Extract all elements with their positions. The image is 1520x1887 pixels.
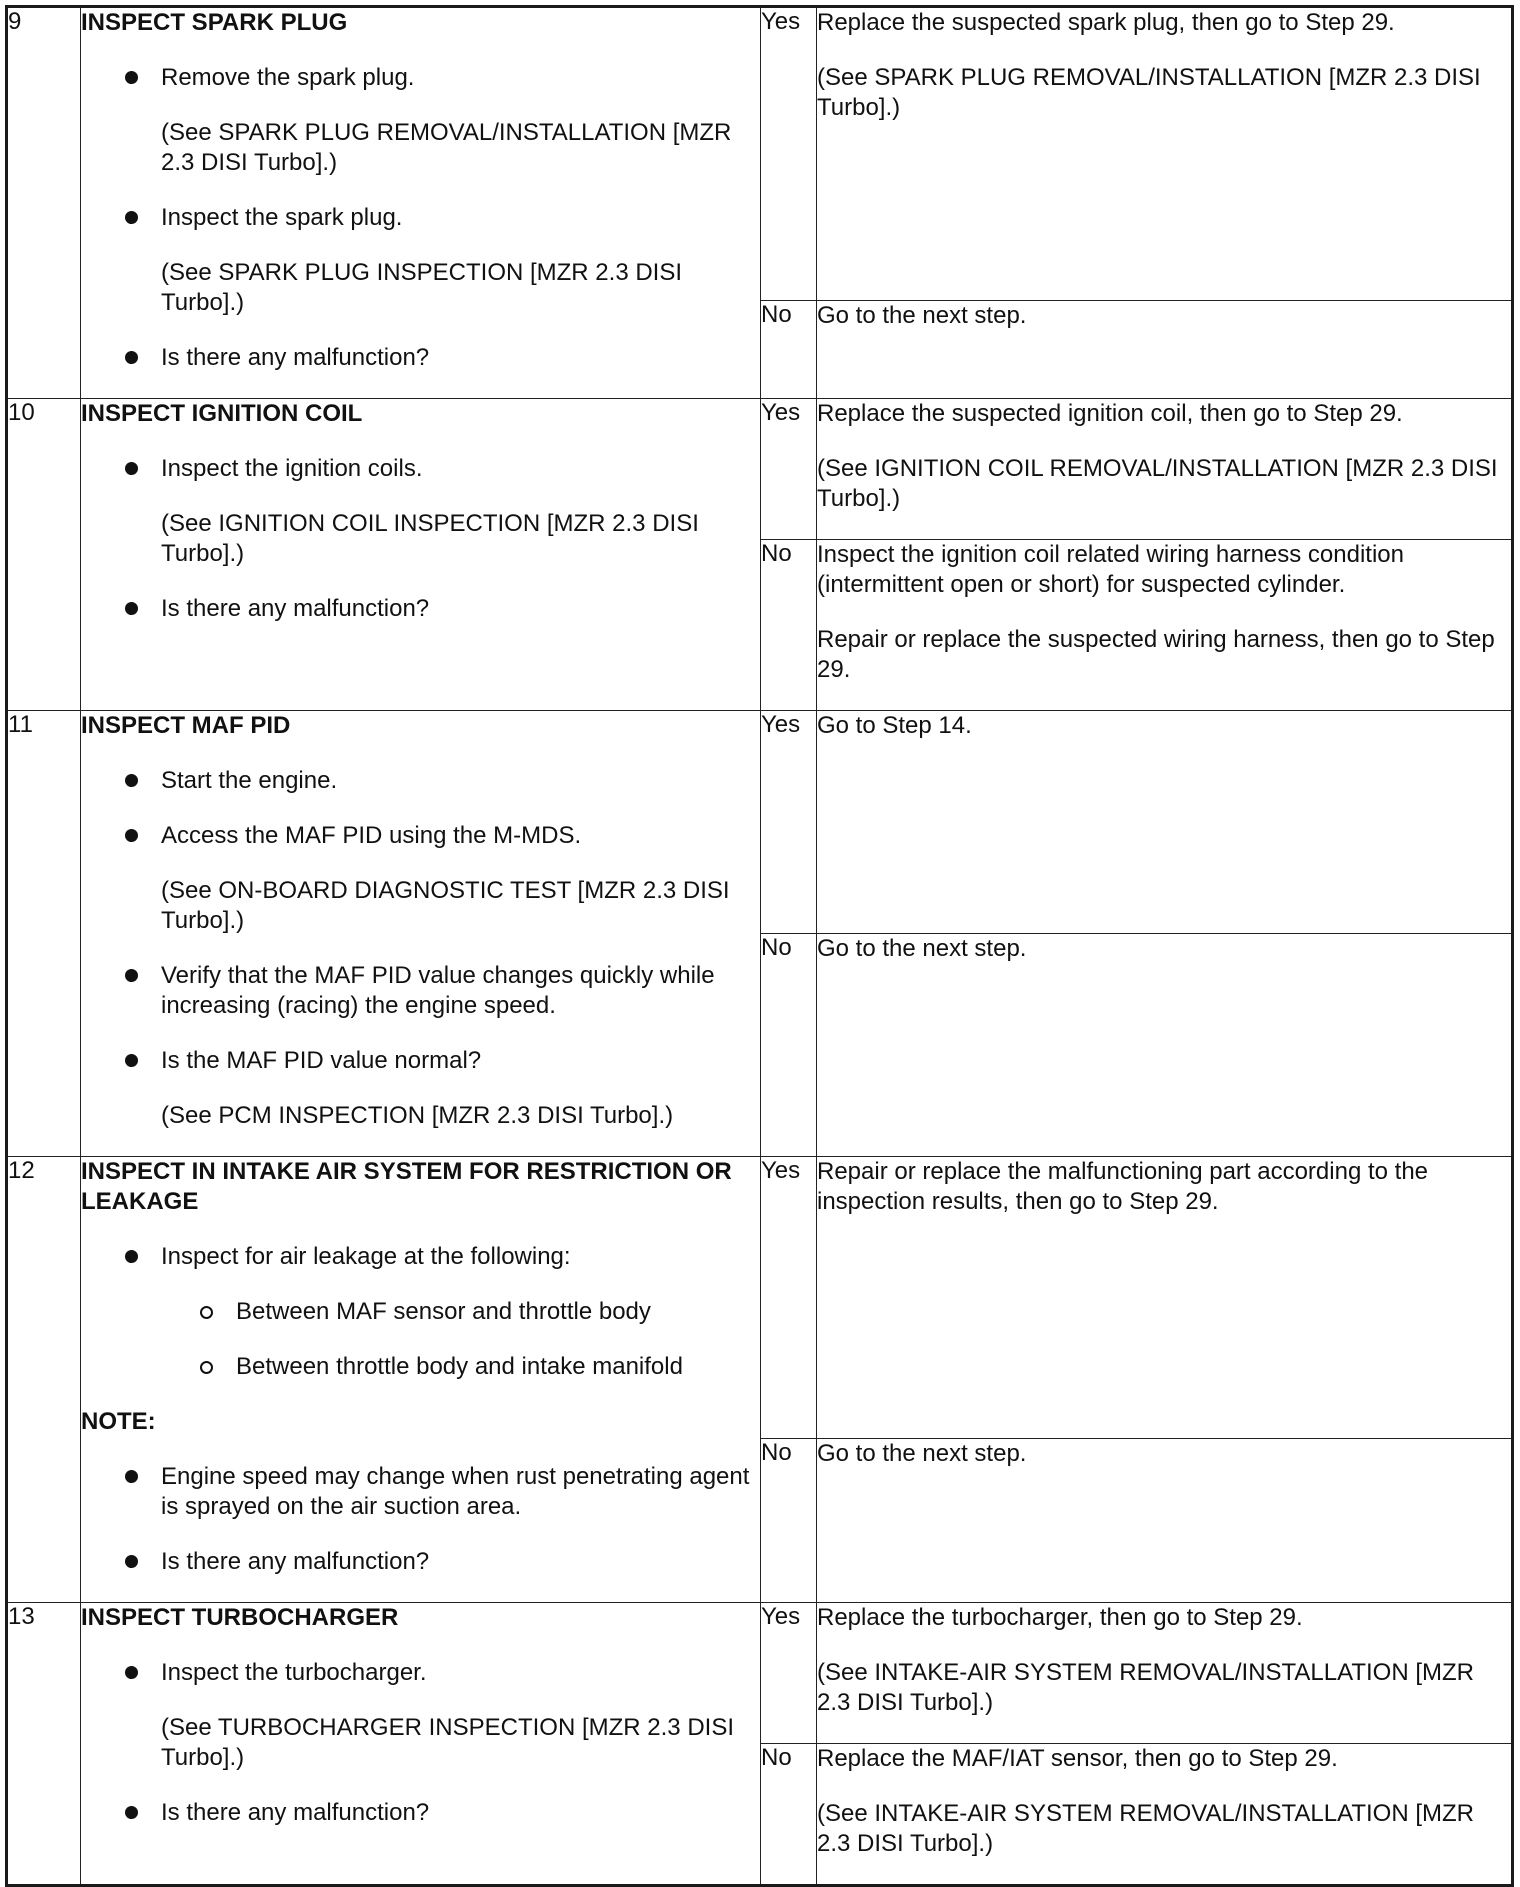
hollow-bullet-icon	[200, 1306, 213, 1319]
step-action	[81, 711, 761, 1157]
yes-label: Yes	[761, 1157, 817, 1439]
no-label: No	[761, 301, 817, 399]
bullet-item: Is there any malfunction?	[81, 1798, 760, 1828]
bullet-item: Inspect the ignition coils.	[81, 454, 760, 484]
bullet-item: Is the MAF PID value normal?	[81, 1046, 760, 1076]
step-11-yes-row	[7, 711, 1513, 934]
bullet-item: Inspect for air leakage at the following:	[81, 1242, 760, 1272]
step-title: INSPECT MAF PID	[81, 712, 291, 739]
bullet-icon	[125, 211, 138, 224]
bullet-item: Verify that the MAF PID value changes quickly while increasing (racing) the engine speed.	[81, 961, 760, 1021]
step-title: INSPECT TURBOCHARGER	[81, 1604, 399, 1631]
step-title: INSPECT IGNITION COIL	[81, 400, 363, 427]
yes-result: Go to Step 14.	[817, 711, 1513, 934]
step-9-yes-row	[7, 7, 1513, 301]
bullet-icon	[125, 351, 138, 364]
yes-label: Yes	[761, 7, 817, 301]
no-label: No	[761, 934, 817, 1157]
bullet-icon	[125, 1806, 138, 1819]
bullet-item: Remove the spark plug.	[81, 63, 760, 93]
bullet-icon	[125, 1250, 138, 1263]
step-action	[81, 7, 761, 399]
reference-text: (See IGNITION COIL INSPECTION [MZR 2.3 DISI Turbo].)	[161, 510, 699, 567]
diagnostic-procedure-page	[5, 5, 1514, 1857]
yes-result: Replace the suspected spark plug, then go to Step 29. (See SPARK PLUG REMOVAL/INSTALLATION [MZR 2.3 DISI Turbo].)	[817, 7, 1513, 301]
diagnostic-table	[5, 5, 1514, 1887]
bullet-item: Inspect the spark plug.	[81, 203, 760, 233]
reference-text: (See TURBOCHARGER INSPECTION [MZR 2.3 DISI Turbo].)	[161, 1714, 734, 1771]
hollow-bullet-icon	[200, 1361, 213, 1374]
step-10-yes-row	[7, 399, 1513, 540]
yes-label: Yes	[761, 1603, 817, 1744]
yes-label: Yes	[761, 711, 817, 934]
no-label: No	[761, 1744, 817, 1886]
note-label: NOTE:	[81, 1408, 156, 1435]
reference-text: (See PCM INSPECTION [MZR 2.3 DISI Turbo].)	[161, 1102, 674, 1129]
bullet-item: Access the MAF PID using the M-MDS.	[81, 821, 760, 851]
yes-label: Yes	[761, 399, 817, 540]
bullet-icon	[125, 1666, 138, 1679]
step-action	[81, 1157, 761, 1603]
no-label: No	[761, 540, 817, 711]
yes-result: Replace the suspected ignition coil, then go to Step 29. (See IGNITION COIL REMOVAL/INSTALLATION [MZR 2.3 DISI Turbo].)	[817, 399, 1513, 540]
reference-text: (See SPARK PLUG REMOVAL/INSTALLATION [MZR 2.3 DISI Turbo].)	[161, 119, 732, 176]
bullet-item: Is there any malfunction?	[81, 343, 760, 373]
bullet-item: Start the engine.	[81, 766, 760, 796]
bullet-icon	[125, 969, 138, 982]
no-result: Go to the next step.	[817, 301, 1513, 399]
bullet-icon	[125, 71, 138, 84]
bullet-icon	[125, 1054, 138, 1067]
bullet-icon	[125, 602, 138, 615]
no-result: Replace the MAF/IAT sensor, then go to Step 29. (See INTAKE-AIR SYSTEM REMOVAL/INSTALLATION [MZR 2.3 DISI Turbo].)	[817, 1744, 1513, 1886]
sub-bullet-item: Between throttle body and intake manifold	[81, 1352, 760, 1382]
no-result: Inspect the ignition coil related wiring harness condition (intermittent open or short) for suspected cylinder. Repair or replace the suspected wiring harness, then go to Step 29.	[817, 540, 1513, 711]
no-result: Go to the next step.	[817, 934, 1513, 1157]
step-number: 9	[7, 7, 81, 399]
bullet-item: Is there any malfunction?	[81, 1547, 760, 1577]
sub-bullet-item: Between MAF sensor and throttle body	[81, 1297, 760, 1327]
no-result: Go to the next step.	[817, 1438, 1513, 1602]
bullet-icon	[125, 462, 138, 475]
step-title: INSPECT SPARK PLUG	[81, 9, 348, 36]
bullet-item: Inspect the turbocharger.	[81, 1658, 760, 1688]
step-action	[81, 399, 761, 711]
bullet-item: Engine speed may change when rust penetrating agent is sprayed on the air suction area.	[81, 1462, 760, 1522]
bullet-icon	[125, 1555, 138, 1568]
bullet-icon	[125, 829, 138, 842]
step-12-yes-row	[7, 1157, 1513, 1439]
step-number: 11	[7, 711, 81, 1157]
yes-result: Replace the turbocharger, then go to Step 29. (See INTAKE-AIR SYSTEM REMOVAL/INSTALLATION [MZR 2.3 DISI Turbo].)	[817, 1603, 1513, 1744]
bullet-icon	[125, 1470, 138, 1483]
step-number: 12	[7, 1157, 81, 1603]
bullet-icon	[125, 774, 138, 787]
no-label: No	[761, 1438, 817, 1602]
reference-text: (See SPARK PLUG INSPECTION [MZR 2.3 DISI Turbo].)	[161, 259, 683, 316]
yes-result: Repair or replace the malfunctioning part according to the inspection results, then go to Step 29.	[817, 1157, 1513, 1439]
step-action	[81, 1603, 761, 1886]
step-number: 13	[7, 1603, 81, 1886]
step-13-yes-row	[7, 1603, 1513, 1744]
reference-text: (See ON-BOARD DIAGNOSTIC TEST [MZR 2.3 DISI Turbo].)	[161, 877, 730, 934]
bullet-item: Is there any malfunction?	[81, 594, 760, 624]
step-number: 10	[7, 399, 81, 711]
step-title: INSPECT IN INTAKE AIR SYSTEM FOR RESTRICTION OR LEAKAGE	[81, 1158, 732, 1215]
